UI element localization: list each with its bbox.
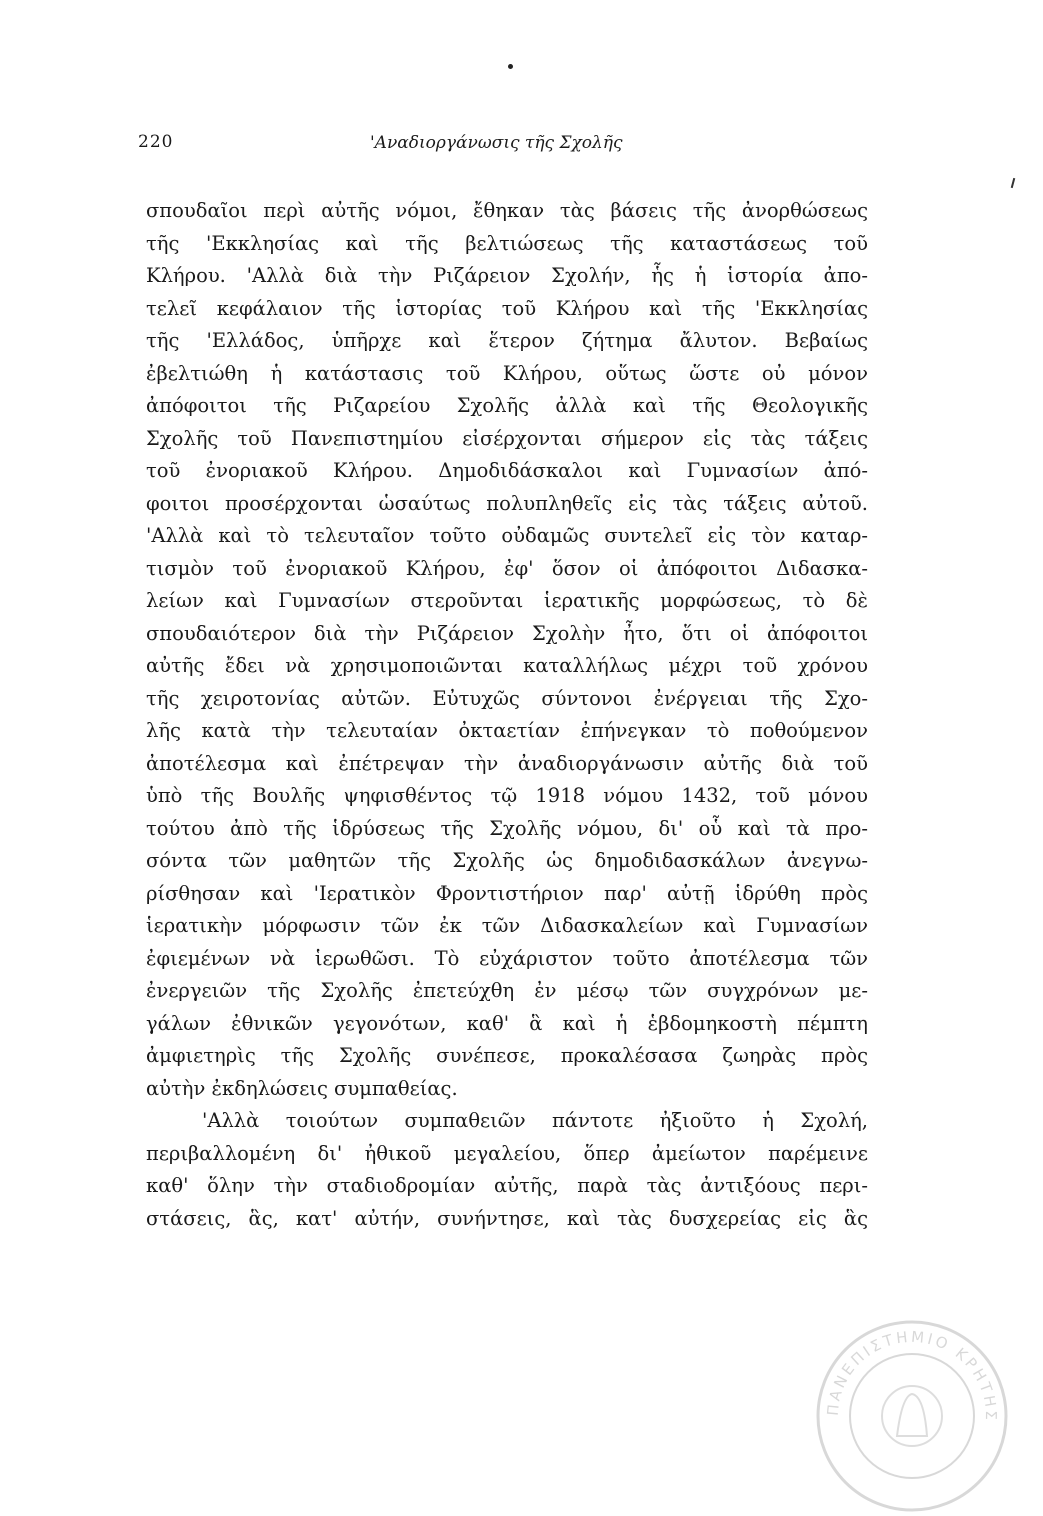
text-line: ἐφιεμένων νὰ ἱερωθῶσι. Τὸ εὐχάριστον τοῦτο ἀποτέλεσμα τῶν	[146, 946, 868, 970]
text-line: ἐνεργειῶν τῆς Σχολῆς ἐπετεύχθη ἐν μέσῳ τῶν συγχρόνων με-	[146, 979, 868, 1002]
ink-mark	[1011, 178, 1016, 188]
page-number: 220	[138, 132, 174, 152]
seal-text: ΠΑΝΕΠΙΣΤΗΜΙΟ ΚΡΗΤΗΣ	[823, 1327, 1001, 1424]
text-line: ἀμφιετηρὶς τῆς Σχολῆς συνέπεσε, προκαλέσασα ζωηρὰς πρὸς	[146, 1044, 868, 1067]
running-title: 'Αναδιοργάνωσις τῆς Σχολῆς	[370, 133, 623, 153]
seal-emblem-figure	[897, 1394, 927, 1436]
paragraphs	[146, 195, 868, 1235]
text-line: σόντα τῶν μαθητῶν τῆς Σχολῆς ὡς δημοδιδασκάλων ἀνεγνω-	[146, 849, 868, 872]
text-line: ρίσθησαν καὶ 'Ιερατικὸν Φροντιστήριον παρ' αὐτῇ ἱδρύθη πρὸς	[146, 881, 868, 905]
text-line: τῆς 'Ελλάδος, ὑπῆρχε καὶ ἕτερον ζήτημα ἄλυτον. Βεβαίως	[146, 329, 868, 352]
running-header	[138, 132, 898, 158]
library-stamp-seal	[812, 1316, 1012, 1516]
text-line: στάσεις, ἃς, κατ' αὐτήν, συνήντησε, καὶ τὰς δυσχερείας εἰς ἃς	[146, 1206, 868, 1230]
text-line: ἀποτέλεσμα καὶ ἐπέτρεψαν τὴν ἀναδιοργάνωσιν αὐτῆς διὰ τοῦ	[146, 751, 868, 775]
text-line: σπουδαῖοι περὶ αὐτῆς νόμοι, ἔθηκαν τὰς βάσεις τῆς ἀνορθώσεως	[146, 199, 868, 222]
paragraph	[146, 195, 868, 1105]
text-line: Σχολῆς τοῦ Πανεπιστημίου εἰσέρχονται σήμερον εἰς τὰς τάξεις	[146, 426, 868, 450]
text-line: περιβαλλομένη δι' ἠθικοῦ μεγαλείου, ὅπερ ἀμείωτον παρέμεινε	[146, 1141, 868, 1165]
text-line: ἱερατικὴν μόρφωσιν τῶν ἐκ τῶν Διδασκαλείων καὶ Γυμνασίων	[146, 914, 868, 937]
text-line: αὐτῆς ἔδει νὰ χρησιμοποιῶνται καταλλήλως μέχρι τοῦ χρόνου	[146, 654, 868, 677]
text-line: τούτου ἀπὸ τῆς ἱδρύσεως τῆς Σχολῆς νόμου, δι' οὗ καὶ τὰ προ-	[146, 816, 868, 840]
seal-outer-ring	[818, 1322, 1006, 1510]
text-line: τῆς 'Εκκλησίας καὶ τῆς βελτιώσεως τῆς καταστάσεως τοῦ	[146, 231, 868, 255]
text-line: 'Αλλὰ τοιούτων συμπαθειῶν πάντοτε ἠξιοῦτο ἡ Σχολή,	[202, 1109, 868, 1132]
text-line: λῆς κατὰ τὴν τελευταίαν ὀκταετίαν ἐπήνεγκαν τὸ ποθούμενον	[146, 719, 868, 742]
seal-inner-ring	[850, 1354, 974, 1478]
text-line: καθ' ὅλην τὴν σταδιοδρομίαν αὐτῆς, παρὰ τὰς ἀντιξόους περι-	[146, 1174, 868, 1197]
text-line: 'Αλλὰ καὶ τὸ τελευταῖον τοῦτο οὐδαμῶς συντελεῖ εἰς τὸν καταρ-	[146, 524, 868, 547]
ink-dot	[508, 64, 513, 69]
text-line: ἀπόφοιτοι τῆς Ριζαρείου Σχολῆς ἀλλὰ καὶ τῆς Θεολογικῆς	[146, 394, 868, 417]
text-line: σπουδαιότερον διὰ τὴν Ριζάρειον Σχολὴν ἦτο, ὅτι οἱ ἀπόφοιτοι	[146, 621, 868, 645]
text-line: αὐτὴν ἐκδηλώσεις συμπαθείας.	[146, 1076, 458, 1100]
text-line: λείων καὶ Γυμνασίων στεροῦνται ἱερατικῆς μορφώσεως, τὸ δὲ	[146, 589, 868, 612]
text-line: τισμὸν τοῦ ἐνοριακοῦ Κλήρου, ἐφ' ὅσον οἱ ἀπόφοιτοι Διδασκα-	[146, 556, 868, 580]
text-line: τελεῖ κεφάλαιον τῆς ἱστορίας τοῦ Κλήρου καὶ τῆς 'Εκκλησίας	[146, 296, 868, 320]
text-line: γάλων ἐθνικῶν γεγονότων, καθ' ἃ καὶ ἡ ἑβδομηκοστὴ πέμπτη	[146, 1011, 868, 1035]
text-line: τοῦ ἐνοριακοῦ Κλήρου. Δημοδιδάσκαλοι καὶ Γυμνασίων ἀπό-	[146, 459, 868, 482]
paragraph	[146, 1105, 868, 1235]
text-line: τῆς χειροτονίας αὐτῶν. Εὐτυχῶς σύντονοι ἐνέργειαι τῆς Σχο-	[146, 686, 868, 710]
text-line: Κλήρου. 'Αλλὰ διὰ τὴν Ριζάρειον Σχολήν, ἧς ἡ ἱστορία ἀπο-	[146, 264, 868, 287]
text-line: φοιτοι προσέρχονται ὡσαύτως πολυπληθεῖς εἰς τὰς τάξεις αὐτοῦ.	[146, 491, 868, 515]
text-line: ἐβελτιώθη ἡ κατάστασις τοῦ Κλήρου, οὕτως ὥστε οὐ μόνον	[146, 361, 868, 385]
text-line: ὑπὸ τῆς Βουλῆς ψηφισθέντος τῷ 1918 νόμου 1432, τοῦ μόνου	[146, 784, 868, 807]
body-text	[146, 195, 868, 1235]
